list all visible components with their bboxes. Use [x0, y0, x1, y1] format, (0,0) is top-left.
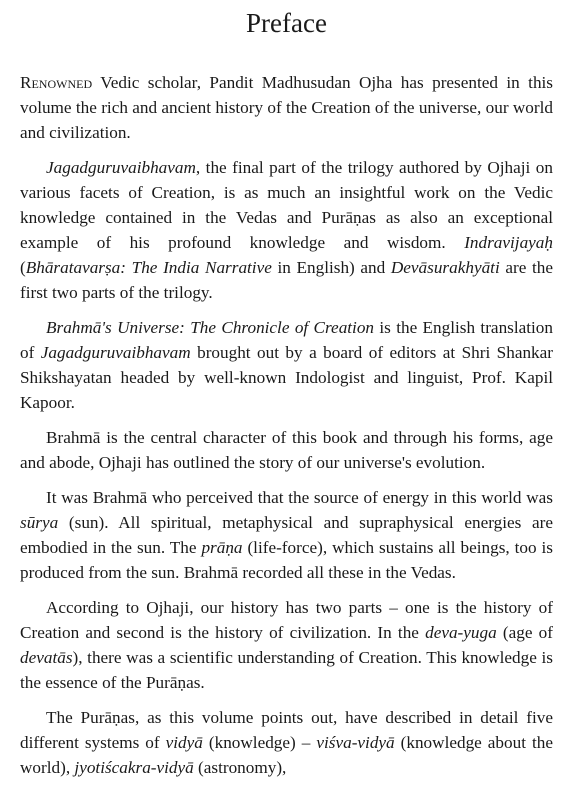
lead-in-word: Renowned: [20, 73, 93, 92]
book-title: Jagadguruvaibhavam: [46, 158, 196, 177]
book-title: Jagadguruvaibhavam: [40, 343, 191, 362]
sanskrit-term: jyotiścakra-vidyā: [74, 758, 194, 777]
paragraph-text: is the English translation of: [20, 318, 553, 362]
paragraph-text: ), there was a scientific understanding of Creation. This knowledge is the essence of the Purāṇas.: [20, 648, 553, 692]
sanskrit-term: devatās: [20, 648, 73, 667]
paragraph-text: are the first two parts of the trilogy.: [20, 258, 553, 302]
paragraph-text: (knowledge about the world),: [20, 733, 553, 777]
book-title: Indravijayaḥ: [464, 233, 553, 252]
paragraph-text: It was Brahmā who perceived that the source of energy in this world was: [46, 488, 553, 507]
paragraph-5: [20, 485, 553, 585]
paragraph-text: (age of: [496, 623, 553, 642]
paragraph-text: in English) and: [271, 258, 391, 277]
book-title: Bhāratavarṣa: The India Narrative: [25, 258, 272, 277]
paragraph-text: Brahmā is the central character of this book and through his forms, age and abode, Ojhaji has outlined the story of our universe's evolution.: [20, 428, 553, 472]
paragraph-text: (sun). All spiritual, metaphysical and supraphysical energies are embodied in the sun. The: [20, 513, 553, 557]
book-title: Devāsurakhyāti: [390, 258, 500, 277]
book-title: Brahmā's Universe: The Chronicle of Creation: [46, 318, 375, 337]
document-page: [20, 6, 553, 790]
paragraph-4: [20, 425, 553, 475]
paragraph-text: (life-force), which sustains all beings, too is produced from the sun. Brahmā recorded all these in the Vedas.: [20, 538, 553, 582]
sanskrit-term: prāṇa: [201, 538, 243, 557]
page-title: Preface: [246, 8, 327, 38]
sanskrit-term: sūrya: [20, 513, 59, 532]
paragraph-text: (: [20, 258, 26, 277]
paragraph-text: brought out by a board of editors at Shri Shankar Shikshayatan headed by well-known Indologist and linguist, Prof. Kapil Kapoor.: [20, 343, 553, 412]
paragraph-text: Vedic scholar, Pandit Madhusudan Ojha has presented in this volume the rich and ancient history of the Creation of the universe, our world and civilization.: [20, 73, 553, 142]
paragraph-6: [20, 595, 553, 695]
paragraph-text: , the final part of the trilogy authored by Ojhaji on various facets of Creation, is as much an insightful work on the Vedic knowledge contained in the Vedas and Purāṇas as also an exceptional example of his profound knowledge and wisdom.: [20, 158, 553, 252]
sanskrit-term: deva-yuga: [425, 623, 497, 642]
paragraph-text: (knowledge) –: [202, 733, 317, 752]
paragraph-7: [20, 705, 553, 780]
sanskrit-term: viśva-vidyā: [316, 733, 395, 752]
paragraph-text: The Purāṇas, as this volume points out, have described in detail five different systems of: [20, 708, 553, 752]
paragraph-text: According to Ojhaji, our history has two parts – one is the history of Creation and second is the history of civilization. In the: [20, 598, 553, 642]
paragraph-text: (astronomy),: [193, 758, 287, 777]
paragraph-3: [20, 315, 553, 415]
paragraph-1: [20, 70, 553, 145]
sanskrit-term: vidyā: [165, 733, 203, 752]
paragraph-2: [20, 155, 553, 305]
